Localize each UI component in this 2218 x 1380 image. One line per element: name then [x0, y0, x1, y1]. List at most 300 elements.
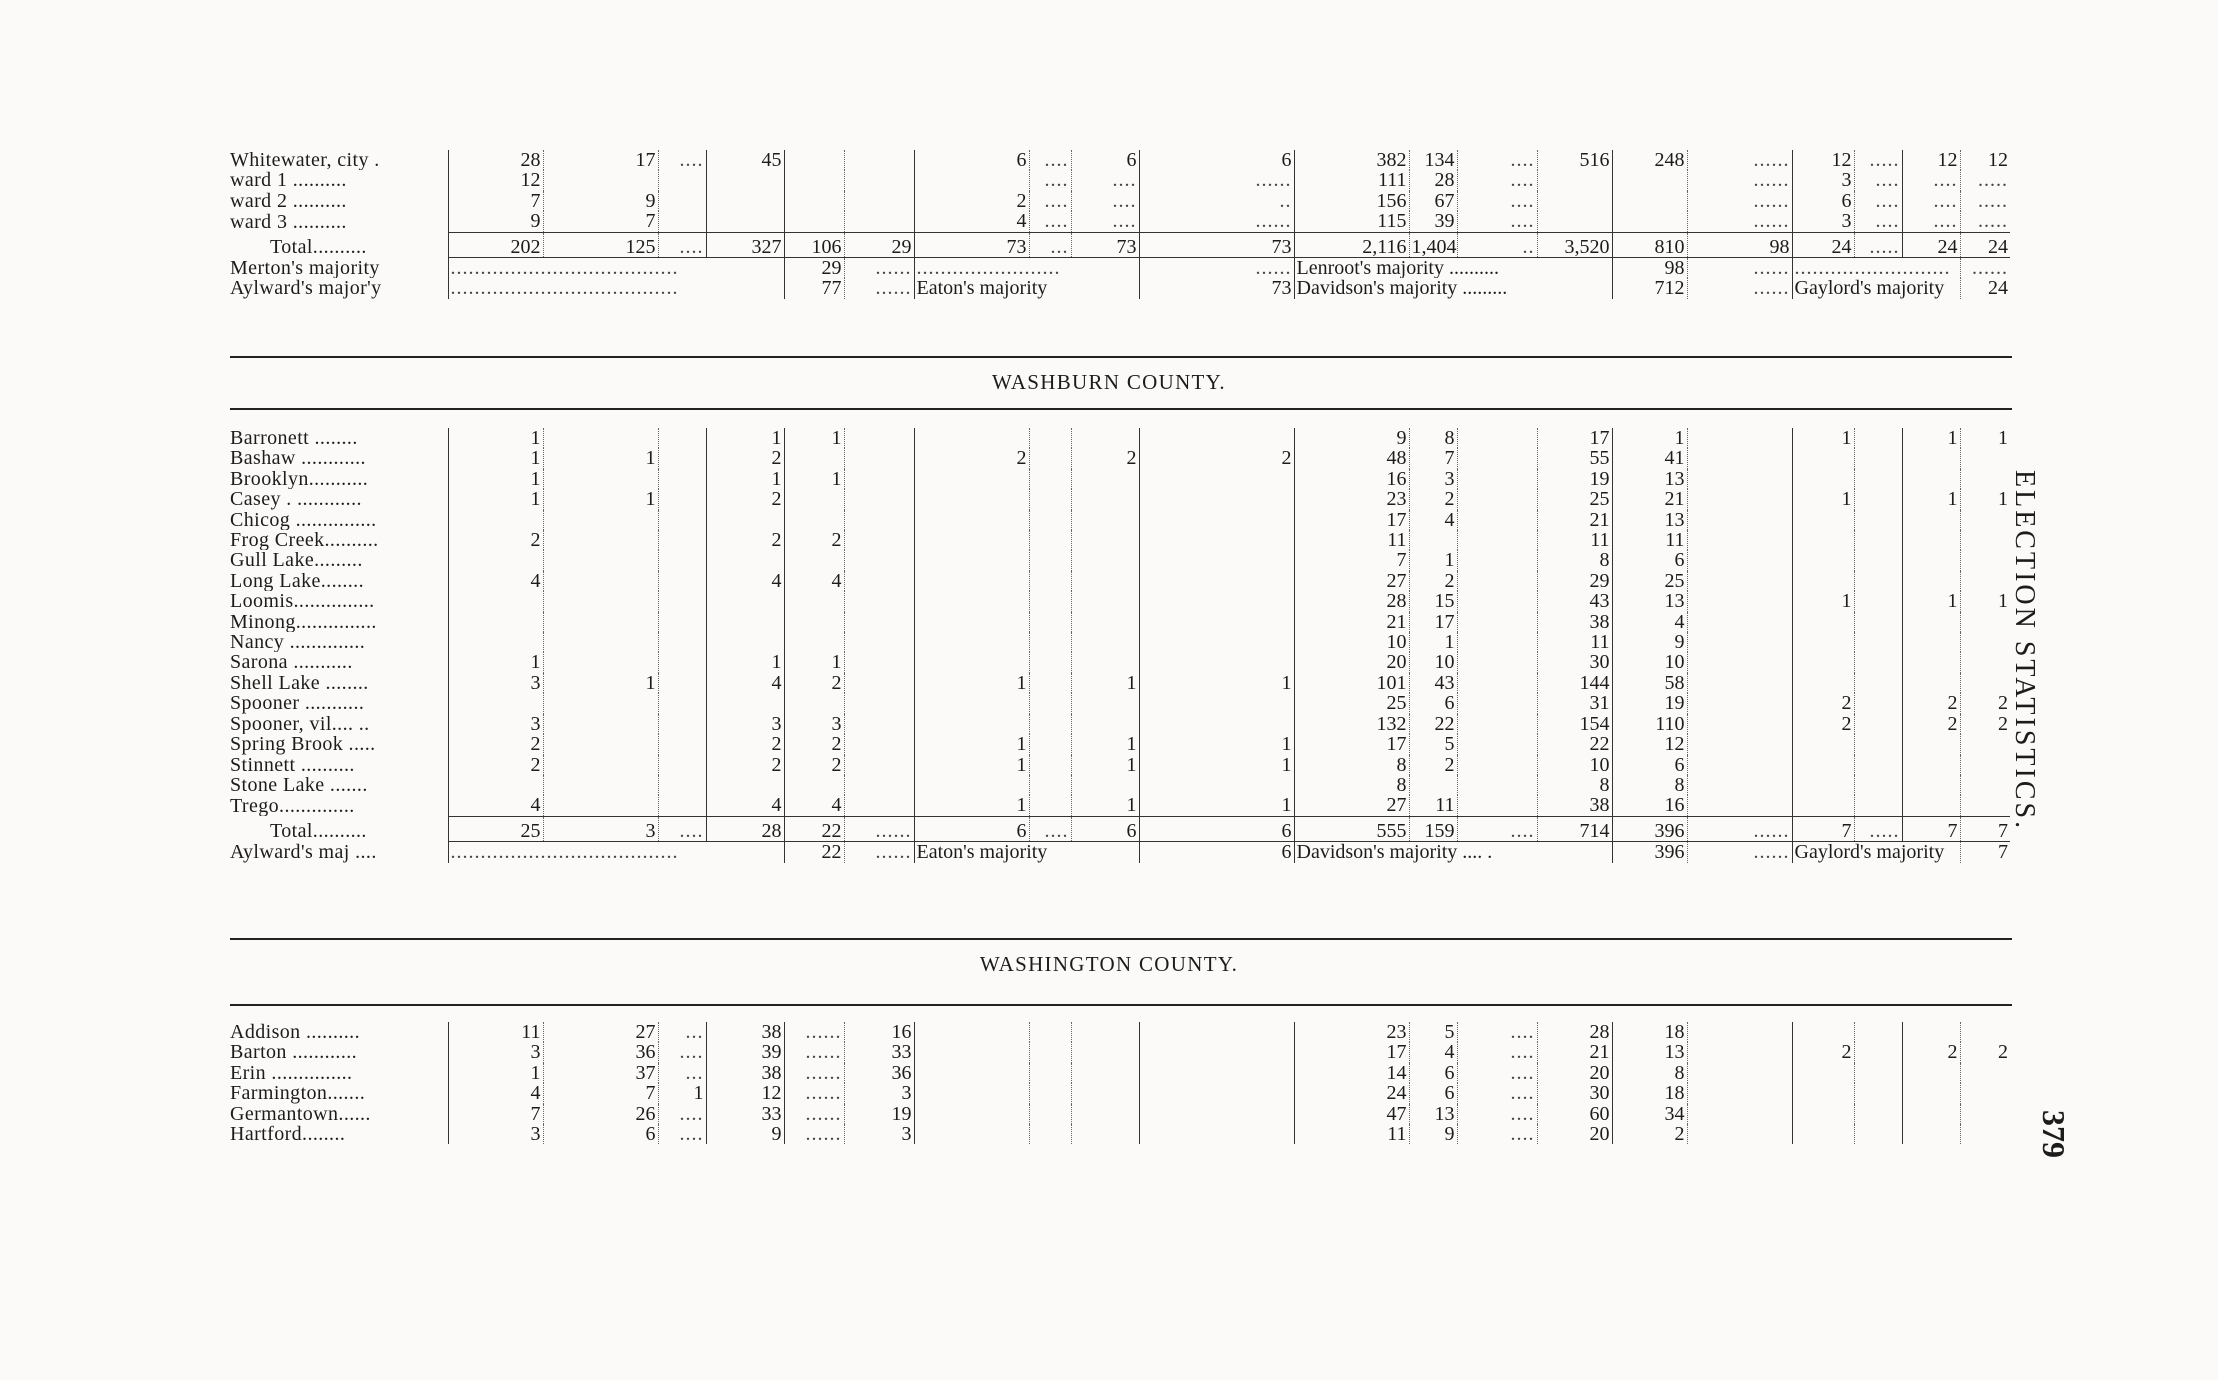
vote-cell: [1960, 469, 2010, 489]
vote-cell: ..: [1139, 191, 1294, 211]
vote-cell: 15: [1409, 591, 1457, 611]
vote-cell: [1960, 1083, 2010, 1103]
vote-cell: 1: [1960, 591, 2010, 611]
vote-cell: [1409, 530, 1457, 550]
vote-cell: [1687, 489, 1792, 509]
vote-cell: [914, 550, 1029, 570]
vote-cell: [1960, 1104, 2010, 1124]
vote-cell: [1139, 1042, 1294, 1062]
vote-cell: 12: [1792, 150, 1854, 170]
table-row: [228, 428, 2010, 448]
vote-cell: [844, 550, 914, 570]
vote-cell: [1029, 795, 1071, 816]
vote-cell: [1854, 428, 1902, 448]
vote-cell: 16: [844, 1022, 914, 1042]
vote-cell: [844, 693, 914, 713]
vote-cell: 1: [1409, 632, 1457, 652]
vote-cell: [1071, 1063, 1139, 1083]
vote-cell: [1792, 673, 1854, 693]
majority-label: Eaton's majority: [914, 278, 1139, 298]
vote-cell: [1960, 550, 2010, 570]
table-row: [228, 1022, 2010, 1042]
vote-cell: 4: [448, 795, 543, 816]
row-label: Barronett ........: [230, 428, 358, 449]
vote-cell: 110: [1612, 714, 1687, 734]
table-row: [228, 571, 2010, 591]
vote-cell: .....: [1854, 232, 1902, 257]
vote-cell: [1960, 795, 2010, 816]
row-label: Long Lake........: [230, 570, 364, 592]
vote-cell: 7: [1902, 816, 1960, 841]
table-row: [228, 714, 2010, 734]
vote-cell: 12: [706, 1083, 784, 1103]
majority-value: ......: [1960, 258, 2010, 279]
vote-cell: 1: [1792, 489, 1854, 509]
vote-cell: 8: [1612, 1063, 1687, 1083]
vote-cell: [1687, 1104, 1792, 1124]
majority-value: ......: [1139, 258, 1294, 279]
vote-cell: [1071, 714, 1139, 734]
vote-cell: [844, 632, 914, 652]
vote-cell: 21: [1612, 489, 1687, 509]
vote-cell: [1792, 469, 1854, 489]
vote-cell: 1: [1612, 428, 1687, 448]
vote-cell: [784, 632, 844, 652]
vote-cell: [1029, 550, 1071, 570]
row-label: Chicog ...............: [230, 509, 377, 531]
vote-cell: 2: [1409, 755, 1457, 775]
vote-cell: [1457, 795, 1537, 816]
vote-cell: [844, 673, 914, 693]
row-label: Merton's majority: [230, 257, 380, 279]
vote-cell: [1029, 673, 1071, 693]
vote-cell: [1457, 673, 1537, 693]
majority-value: 396: [1612, 842, 1687, 863]
vote-cell: [658, 489, 706, 509]
vote-cell: [784, 191, 844, 211]
vote-cell: [658, 591, 706, 611]
vote-cell: 11: [1537, 530, 1612, 550]
vote-cell: 7: [543, 1083, 658, 1103]
vote-cell: [1457, 428, 1537, 448]
vote-cell: [1457, 469, 1537, 489]
vote-cell: 6: [1139, 816, 1294, 841]
vote-cell: [914, 170, 1029, 190]
vote-cell: [1687, 1022, 1792, 1042]
vote-cell: 38: [706, 1022, 784, 1042]
vote-cell: 4: [784, 795, 844, 816]
vote-cell: [784, 448, 844, 468]
vote-cell: 2: [1792, 693, 1854, 713]
table-row: [228, 191, 2010, 211]
vote-cell: [658, 612, 706, 632]
vote-cell: 7: [1409, 448, 1457, 468]
vote-cell: 159: [1409, 816, 1457, 841]
vote-cell: [1902, 510, 1960, 530]
vote-cell: [1457, 755, 1537, 775]
table-row: [228, 530, 2010, 550]
vote-cell: [1457, 632, 1537, 652]
vote-cell: ...: [658, 1063, 706, 1083]
vote-cell: [706, 591, 784, 611]
vote-cell: [1854, 775, 1902, 795]
vote-cell: 43: [1409, 673, 1457, 693]
vote-cell: [1457, 714, 1537, 734]
row-label: Minong...............: [230, 611, 377, 633]
vote-cell: [844, 448, 914, 468]
vote-cell: [1960, 1022, 2010, 1042]
vote-cell: [1687, 428, 1792, 448]
vote-cell: 2: [706, 734, 784, 754]
dotted-leader: ......................................: [448, 278, 784, 298]
vote-cell: 67: [1409, 191, 1457, 211]
vote-cell: 30: [1537, 652, 1612, 672]
vote-cell: [1792, 795, 1854, 816]
section-divider: [230, 356, 2012, 358]
vote-cell: 1,404: [1409, 232, 1457, 257]
vote-cell: [1792, 1083, 1854, 1103]
vote-cell: [844, 150, 914, 170]
vote-cell: 1: [784, 652, 844, 672]
row-label: Nancy ..............: [230, 632, 366, 653]
vote-cell: 8: [1612, 775, 1687, 795]
vote-cell: 516: [1537, 150, 1612, 170]
vote-cell: 1: [543, 448, 658, 468]
vote-cell: 1: [1071, 734, 1139, 754]
vote-cell: [784, 150, 844, 170]
vote-cell: 2: [448, 530, 543, 550]
vote-cell: [1071, 591, 1139, 611]
vote-cell: 3: [448, 1042, 543, 1062]
vote-cell: [1902, 530, 1960, 550]
vote-cell: [1029, 428, 1071, 448]
vote-cell: [658, 652, 706, 672]
vote-cell: 39: [706, 1042, 784, 1062]
vote-cell: 13: [1612, 469, 1687, 489]
vote-cell: [1854, 612, 1902, 632]
vote-cell: [1029, 1063, 1071, 1083]
vote-cell: [1029, 510, 1071, 530]
vote-cell: 4: [706, 673, 784, 693]
vote-cell: 48: [1294, 448, 1409, 468]
vote-cell: 10: [1294, 632, 1409, 652]
vote-cell: ....: [1071, 191, 1139, 211]
vote-cell: [844, 191, 914, 211]
vote-cell: 45: [706, 150, 784, 170]
vote-cell: [1457, 448, 1537, 468]
vote-cell: ......: [1139, 170, 1294, 190]
vote-cell: 11: [1294, 530, 1409, 550]
vote-cell: 22: [784, 816, 844, 841]
vote-cell: 73: [1139, 232, 1294, 257]
vote-cell: [706, 170, 784, 190]
vote-cell: 20: [1294, 652, 1409, 672]
vote-cell: 23: [1294, 1022, 1409, 1042]
table-row: [228, 775, 2010, 795]
vote-cell: [1792, 1104, 1854, 1124]
vote-cell: 6: [1139, 150, 1294, 170]
vote-cell: [1960, 1063, 2010, 1083]
vote-cell: [543, 652, 658, 672]
vote-cell: 12: [1612, 734, 1687, 754]
vote-cell: [914, 489, 1029, 509]
vote-cell: [844, 795, 914, 816]
vote-cell: [914, 530, 1029, 550]
row-label: Brooklyn...........: [230, 468, 369, 490]
vote-cell: [1902, 469, 1960, 489]
vote-cell: [1139, 1083, 1294, 1103]
vote-cell: 12: [448, 170, 543, 190]
vote-cell: 30: [1537, 1083, 1612, 1103]
vote-cell: 38: [1537, 612, 1612, 632]
vote-cell: [784, 591, 844, 611]
vote-cell: 1: [1792, 591, 1854, 611]
vote-cell: [1854, 1124, 1902, 1144]
vote-cell: [1029, 591, 1071, 611]
vote-cell: 1: [1409, 550, 1457, 570]
vote-cell: 4: [914, 211, 1029, 232]
vote-cell: [706, 510, 784, 530]
dotted-leader: ......: [844, 842, 914, 863]
vote-cell: [543, 755, 658, 775]
vote-cell: [1139, 1124, 1294, 1144]
row-label: Total..........: [270, 236, 367, 258]
vote-cell: 28: [1409, 170, 1457, 190]
vote-cell: [1792, 652, 1854, 672]
table-row: [228, 1124, 2010, 1144]
vote-cell: [1071, 1104, 1139, 1124]
vote-cell: 1: [1902, 591, 1960, 611]
row-label: Germantown......: [230, 1103, 371, 1125]
vote-cell: [1902, 652, 1960, 672]
vote-cell: 2: [1409, 571, 1457, 591]
vote-cell: [1792, 775, 1854, 795]
vote-cell: [1139, 1063, 1294, 1083]
vote-cell: [1854, 1063, 1902, 1083]
table-row: [228, 755, 2010, 775]
vote-cell: ....: [1457, 1104, 1537, 1124]
vote-cell: 8: [1294, 755, 1409, 775]
vote-cell: 2: [1792, 1042, 1854, 1062]
vote-cell: 2: [1902, 693, 1960, 713]
vote-cell: [706, 550, 784, 570]
vote-cell: ....: [1029, 191, 1071, 211]
vote-cell: 23: [1294, 489, 1409, 509]
vote-cell: ..: [1457, 232, 1537, 257]
vote-cell: 2: [784, 755, 844, 775]
vote-cell: 156: [1294, 191, 1409, 211]
vote-cell: 17: [1294, 510, 1409, 530]
vote-cell: [1687, 1083, 1792, 1103]
vote-cell: [1687, 1042, 1792, 1062]
vote-cell: 58: [1612, 673, 1687, 693]
vote-cell: [543, 775, 658, 795]
vote-cell: [1687, 550, 1792, 570]
vote-cell: [543, 693, 658, 713]
row-label: Loomis...............: [230, 591, 375, 612]
vote-cell: ......: [1687, 170, 1792, 190]
vote-cell: 43: [1537, 591, 1612, 611]
table-row: [228, 489, 2010, 509]
vote-cell: 810: [1612, 232, 1687, 257]
vote-cell: 1: [1139, 755, 1294, 775]
vote-cell: ....: [1457, 1042, 1537, 1062]
vote-cell: [1854, 448, 1902, 468]
vote-cell: [1792, 734, 1854, 754]
vote-cell: [914, 714, 1029, 734]
vote-cell: [1902, 1124, 1960, 1144]
majority-value: 712: [1612, 278, 1687, 298]
vote-cell: [658, 693, 706, 713]
vote-cell: 6: [1409, 1063, 1457, 1083]
vote-cell: 154: [1537, 714, 1612, 734]
vote-cell: 33: [844, 1042, 914, 1062]
vote-cell: .....: [1854, 150, 1902, 170]
vote-cell: 28: [1294, 591, 1409, 611]
table-row: [228, 150, 2010, 170]
vote-cell: [1687, 632, 1792, 652]
vote-cell: ...: [1029, 232, 1071, 257]
vote-cell: [1854, 1042, 1902, 1062]
vote-cell: 1: [448, 448, 543, 468]
vote-cell: 3: [448, 673, 543, 693]
vote-cell: 60: [1537, 1104, 1612, 1124]
vote-cell: [844, 489, 914, 509]
vote-cell: 25: [1612, 571, 1687, 591]
vote-cell: [1457, 652, 1537, 672]
vote-cell: [1029, 693, 1071, 713]
vote-cell: [1687, 693, 1792, 713]
majority-value: 98: [1612, 258, 1687, 279]
vote-cell: 25: [1537, 489, 1612, 509]
vote-cell: 11: [1294, 1124, 1409, 1144]
vote-cell: 1: [706, 428, 784, 448]
vote-cell: 1: [914, 755, 1029, 775]
vote-cell: ....: [658, 1042, 706, 1062]
vote-cell: [1457, 734, 1537, 754]
vote-cell: 27: [1294, 571, 1409, 591]
vote-cell: [1960, 510, 2010, 530]
vote-cell: [1792, 755, 1854, 775]
vote-cell: [1457, 571, 1537, 591]
row-label: Erin ...............: [230, 1062, 353, 1084]
vote-cell: ....: [1457, 1124, 1537, 1144]
vote-cell: ....: [1029, 211, 1071, 232]
vote-cell: [844, 775, 914, 795]
vote-cell: [1029, 714, 1071, 734]
vote-cell: 17: [1537, 428, 1612, 448]
vote-cell: 132: [1294, 714, 1409, 734]
vote-cell: 17: [543, 150, 658, 170]
vote-cell: ....: [1029, 816, 1071, 841]
vote-cell: [658, 170, 706, 190]
vote-cell: [1139, 612, 1294, 632]
vote-cell: [1409, 775, 1457, 795]
vote-cell: 1: [914, 795, 1029, 816]
majority-label: Gaylord's majority: [1792, 842, 1960, 863]
vote-cell: [1854, 714, 1902, 734]
vote-cell: [1687, 571, 1792, 591]
vote-cell: [706, 612, 784, 632]
table-row: [228, 693, 2010, 713]
vote-cell: [844, 510, 914, 530]
vote-cell: 3,520: [1537, 232, 1612, 257]
row-label: Spooner, vil.... ..: [230, 713, 370, 735]
table-row: [228, 1042, 2010, 1062]
vote-cell: 21: [1537, 1042, 1612, 1062]
row-label: ward 2 ..........: [230, 190, 347, 212]
vote-cell: [844, 652, 914, 672]
vote-cell: 20: [1537, 1124, 1612, 1144]
vote-cell: [1457, 550, 1537, 570]
vote-cell: 1: [1139, 795, 1294, 816]
vote-cell: [543, 550, 658, 570]
vote-cell: [1792, 1124, 1854, 1144]
vote-cell: 27: [543, 1022, 658, 1042]
table-row: [228, 448, 2010, 468]
vote-cell: 27: [1294, 795, 1409, 816]
vote-cell: 1: [784, 428, 844, 448]
vote-cell: [1687, 714, 1792, 734]
top-results-table: [228, 150, 2010, 299]
vote-cell: [448, 591, 543, 611]
vote-cell: [844, 755, 914, 775]
vote-cell: 6: [1612, 755, 1687, 775]
vote-cell: [1854, 673, 1902, 693]
vote-cell: 38: [706, 1063, 784, 1083]
row-label: Total..........: [270, 820, 367, 842]
vote-cell: 19: [1612, 693, 1687, 713]
vote-cell: 26: [543, 1104, 658, 1124]
vote-cell: 29: [1537, 571, 1612, 591]
vote-cell: [1687, 530, 1792, 550]
vote-cell: [1139, 652, 1294, 672]
row-label: Bashaw ............: [230, 448, 366, 469]
vote-cell: [1457, 530, 1537, 550]
vote-cell: [658, 191, 706, 211]
row-label: Shell Lake ........: [230, 672, 369, 694]
vote-cell: [1960, 571, 2010, 591]
vote-cell: [1854, 734, 1902, 754]
vote-cell: 7: [448, 1104, 543, 1124]
vote-cell: [1960, 652, 2010, 672]
row-label: Aylward's maj ....: [230, 841, 377, 863]
vote-cell: [1687, 652, 1792, 672]
vote-cell: [1071, 612, 1139, 632]
vote-cell: [1029, 1104, 1071, 1124]
vote-cell: 3: [784, 714, 844, 734]
vote-cell: 1: [1902, 428, 1960, 448]
vote-cell: 1: [448, 652, 543, 672]
vote-cell: [1457, 510, 1537, 530]
vote-cell: [658, 530, 706, 550]
vote-cell: 396: [1612, 816, 1687, 841]
vote-cell: [1902, 1063, 1960, 1083]
vote-cell: 12: [1902, 150, 1960, 170]
vote-cell: 8: [1537, 550, 1612, 570]
total-row: [228, 816, 2010, 841]
vote-cell: 2: [1960, 1042, 2010, 1062]
vote-cell: [1071, 428, 1139, 448]
vote-cell: [706, 775, 784, 795]
vote-cell: [448, 693, 543, 713]
majority-label: ........................: [914, 258, 1139, 279]
vote-cell: [543, 428, 658, 448]
vote-cell: ......: [784, 1063, 844, 1083]
vote-cell: [1854, 632, 1902, 652]
vote-cell: 6: [914, 816, 1029, 841]
row-label: ward 3 ..........: [230, 211, 347, 233]
